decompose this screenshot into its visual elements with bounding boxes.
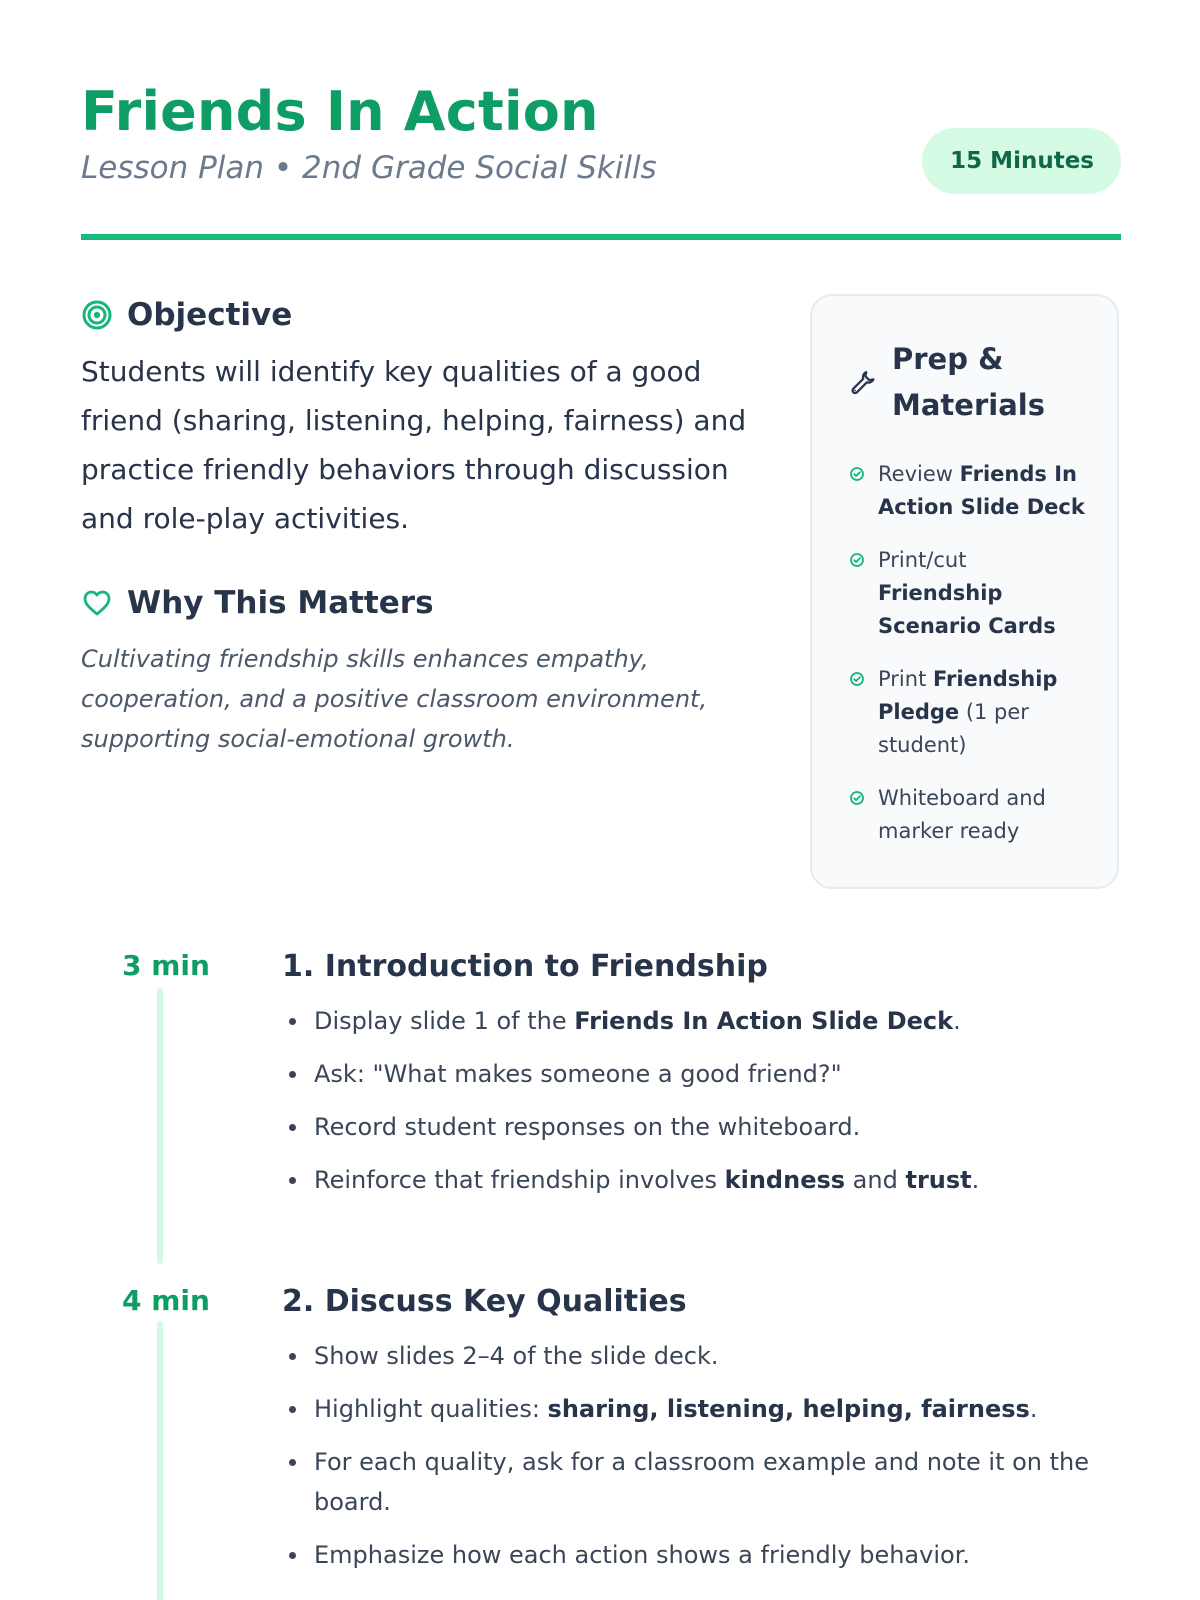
check-circle-icon	[849, 552, 865, 568]
check-circle-icon	[849, 790, 865, 806]
step-body	[282, 944, 1092, 1213]
why-heading	[81, 581, 771, 625]
step-list-item	[314, 1336, 1092, 1376]
step-duration: 4 min	[122, 1284, 210, 1317]
heart-icon	[81, 587, 113, 619]
prep-list	[849, 458, 1089, 848]
prep-heading-line-1: Prep &	[892, 342, 1004, 376]
step-list-item	[314, 1054, 1092, 1094]
page-title: Friends In Action	[81, 80, 599, 143]
why-text: Cultivating friendship skills enhances empathy, cooperation, and a positive classroom environment, supporting social-emotional growth.	[81, 645, 708, 753]
step-list-item	[314, 1001, 1092, 1041]
step-duration: 3 min	[122, 949, 210, 982]
prep-heading-text	[892, 336, 1045, 428]
wrench-icon	[849, 368, 877, 396]
step-title: 1. Introduction to Friendship	[282, 949, 768, 984]
duration-badge: 15 Minutes	[922, 128, 1121, 194]
prep-item-bold: Friendship Scenario Cards	[878, 581, 1056, 638]
prep-heading	[849, 336, 1089, 428]
objective-text: Students will identify key qualities of a good friend (sharing, listening, helping, fairness) and practice friendly behaviors through discussion and role-play activities.	[81, 355, 747, 535]
step-list-item	[314, 1160, 1092, 1200]
step-text: Ask: "What makes someone a good friend?"	[314, 1060, 842, 1088]
prep-item	[849, 458, 1089, 524]
why-heading-label: Why This Matters	[127, 585, 434, 621]
step-text: Display slide 1 of the	[314, 1007, 575, 1035]
step-text: Highlight qualities:	[314, 1395, 548, 1423]
lesson-step	[81, 944, 1121, 1213]
step-text: Emphasize how each action shows a friendly behavior.	[314, 1541, 970, 1569]
step-list-item	[314, 1107, 1092, 1147]
emphasis-text: kindness	[724, 1166, 846, 1194]
prep-item-prefix: Print	[878, 667, 933, 691]
step-text: For each quality, ask for a classroom example and note it on the board.	[314, 1448, 1090, 1516]
step-text: Reinforce that friendship involves	[314, 1166, 725, 1194]
step-list-item	[314, 1389, 1092, 1429]
prep-item-text	[878, 663, 1089, 762]
emphasis-text: sharing, listening, helping, fairness	[547, 1395, 1030, 1423]
prep-item	[849, 544, 1089, 643]
emphasis-text: Friends In Action Slide Deck	[574, 1007, 954, 1035]
target-icon	[81, 299, 113, 331]
page-subtitle: Lesson Plan • 2nd Grade Social Skills	[81, 150, 657, 186]
prep-item-bold: Friendship Pledge	[878, 667, 1058, 724]
prep-item-prefix: Review	[878, 462, 960, 486]
prep-item-prefix: Print/cut	[878, 548, 967, 572]
lesson-summary	[81, 293, 771, 759]
prep-item-bold: Friends In Action Slide Deck	[878, 462, 1085, 519]
timeline-line	[157, 988, 163, 1264]
check-circle-icon	[849, 466, 865, 482]
step-title: 2. Discuss Key Qualities	[282, 1284, 687, 1319]
step-list	[282, 1001, 1092, 1200]
step-text: .	[953, 1007, 961, 1035]
step-body	[282, 1279, 1092, 1588]
emphasis-text: trust	[905, 1166, 972, 1194]
lesson-header	[81, 78, 1121, 188]
prep-item-text	[878, 782, 1089, 848]
step-list	[282, 1336, 1092, 1575]
header-divider	[81, 234, 1121, 240]
step-text: .	[971, 1166, 980, 1194]
prep-materials-card	[810, 294, 1119, 889]
step-text: and	[845, 1166, 906, 1194]
prep-item-text	[878, 458, 1089, 524]
timeline-line	[157, 1321, 163, 1600]
check-circle-icon	[849, 671, 865, 687]
prep-item-text	[878, 544, 1089, 643]
prep-heading-line-2: Materials	[892, 388, 1045, 422]
step-text: Record student responses on the whiteboard.	[314, 1113, 861, 1141]
prep-item-prefix: Whiteboard and marker ready	[878, 786, 1046, 843]
step-text: .	[1029, 1395, 1038, 1423]
objective-heading-label: Objective	[127, 297, 293, 333]
step-list-item	[314, 1535, 1092, 1575]
prep-item	[849, 782, 1089, 848]
step-text: Show slides 2–4 of the slide deck.	[314, 1342, 719, 1370]
objective-heading	[81, 293, 771, 337]
prep-item-suffix: (1 per student)	[878, 700, 1029, 757]
step-list-item	[314, 1442, 1092, 1522]
prep-item	[849, 663, 1089, 762]
lesson-step	[81, 1279, 1121, 1588]
